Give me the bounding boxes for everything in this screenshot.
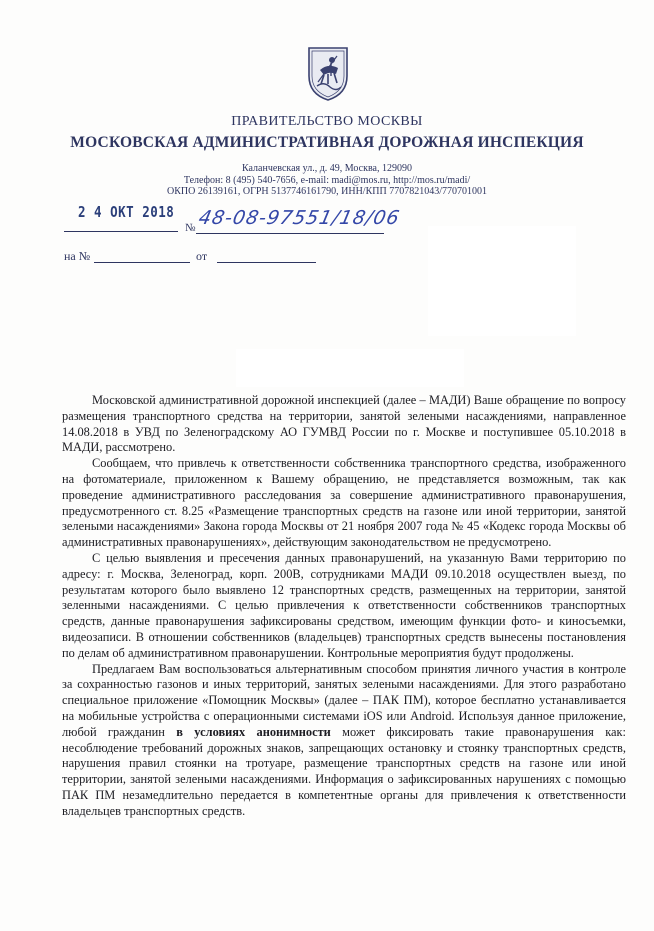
reference-date-label: от (196, 249, 208, 263)
outgoing-number: 48-08-97551/18/06 (196, 207, 403, 229)
contact-block (0, 163, 654, 198)
paragraph-2: Сообщаем, что привлечь к ответственности собственника транспортного средства, изображенного на фотоматериале, приложенном к Вашему обращению, не представляется возможным, так как проведение административного расследования за совершение административного правонарушения, предусмотренного ст. 8.25 «Размещение транспортных средств на газоне или иной территории, занятой зелеными насаждениями» Закона города Москвы от 21 ноября 2007 года № 45 «Кодекс города Москвы об административных правонарушениях», действующим законодательством не предусмотрено. (62, 456, 626, 550)
redacted-salutation (236, 349, 464, 387)
paragraph-1: Московской административной дорожной инспекцией (далее – МАДИ) Ваше обращение по вопросу размещения транспортного средства на территории, занятой зелеными насаждениями, направленное 14.08.2018 в УВД по Зеленоградскому АО ГУМВД России по г. Москве и поступившее 05.10.2018 в МАДИ, рассмотрено. (62, 393, 626, 455)
address-line: Каланчевская ул., д. 49, Москва, 129090 (241, 163, 412, 174)
paragraph-4-start: Предлагаем Вам воспользоваться альтернативным способом принятия личного участия в контроле за сохранностью газонов и иных территорий, занятых зелеными насаждениями. Для этого разработано специальное приложение «Помощник Москвы» (далее – ПАК ПМ), которое бесплатно устанавливается на мобильные устройства с операционными системами iOS или Android. Используя данное приложение, любой гражданин (62, 661, 626, 739)
date-underline (64, 231, 178, 232)
date-stamp: 2 4 ОКТ 2018 (78, 202, 175, 221)
letter-body (62, 393, 626, 820)
phone-line: Телефон: 8 (495) 540-7656, e-mail: madi@mos.ru, http://mos.ru/madi/ (183, 174, 471, 186)
number-label: № (185, 222, 196, 234)
paragraph-4 (62, 662, 626, 820)
number-underline (196, 233, 384, 234)
paragraph-3: С целью выявления и пресечения данных правонарушений, на указанную Вами территорию по адресу: г. Москва, Зеленоград, корп. 200В, сотрудниками МАДИ 09.10.2018 осуществлен выезд, по результатам которого было выявлено 12 транспортных средств, размещенных на территории, занятой зеленными насаждениями. С целью привлечения к ответственности собственников транспортных средств, данные правонарушения зафиксированы средством, имеющим функции фото- и киносъемки, видеозаписи. В отношении собственников (владельцев) транспортных средств вынесены постановления по делам об административном правонарушении. Контрольные мероприятия будут продолжены. (62, 550, 626, 660)
redacted-addressee (428, 226, 576, 336)
reference-date-line (217, 262, 316, 263)
reference-number-line (94, 262, 190, 263)
reference-number-label: на № (64, 249, 91, 263)
registry-line: ОКПО 26139161, ОГРН 5137746161790, ИНН/КПП 7707821043/770701001 (167, 186, 487, 197)
moscow-coat-of-arms-icon (306, 46, 350, 102)
inspection-title: МОСКОВСКАЯ АДМИНИСТРАТИВНАЯ ДОРОЖНАЯ ИНСПЕКЦИЯ (70, 134, 584, 151)
anonymity-emphasis: в условиях анонимности (176, 724, 331, 739)
government-title: ПРАВИТЕЛЬСТВО МОСКВЫ (231, 114, 423, 129)
paragraph-4-end: может фиксировать такие правонарушения как: несоблюдение требований дорожных знаков, запрещающих остановку и стоянку транспортных средств, нарушения правил стоянки на тротуаре, размещение транспортных средств на газоне или иной территории, занятой зелеными насаждениями. Информация о зафиксированных нарушениях с помощью ПАК ПМ незамедлительно передается в компетентные органы для привлечения к ответственности владельцев транспортных средств. (62, 724, 627, 818)
